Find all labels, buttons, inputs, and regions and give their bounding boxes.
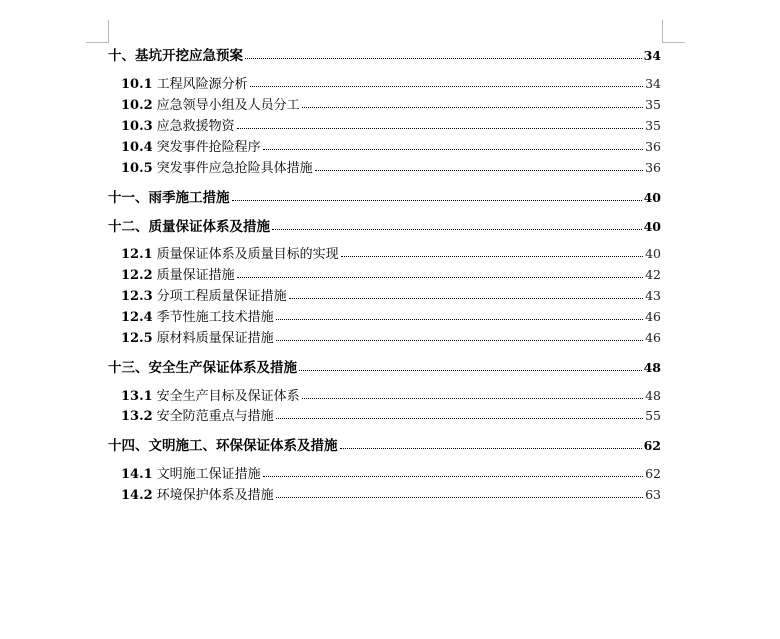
toc-leader-dots [276, 319, 643, 320]
toc-entry-title: 突发事件抢险程序 [156, 140, 261, 155]
toc-entry-page: 62 [643, 438, 661, 453]
toc-entry-page: 40 [643, 190, 661, 205]
toc-entry-title: 十四、文明施工、环保保证体系及措施 [108, 438, 338, 454]
toc-entry-number: 13.1 [121, 389, 153, 404]
toc-entry-page: 36 [645, 160, 661, 175]
toc-entry-title: 十一、雨季施工措施 [108, 190, 230, 206]
toc-entry-number: 10.2 [121, 98, 153, 113]
toc-entry-number: 12.2 [121, 268, 153, 283]
toc-entry-number: 12.1 [121, 247, 153, 262]
toc-entry-page: 48 [643, 360, 661, 375]
toc-entry-page: 40 [645, 246, 661, 261]
toc-entry-chapter-10[interactable] [108, 44, 661, 64]
margin-corner-mark-top-left [86, 20, 109, 43]
toc-entry-chapter-13[interactable] [108, 356, 661, 376]
toc-entry-number: 10.1 [121, 77, 153, 92]
toc-leader-dots [263, 149, 643, 150]
toc-leader-dots [276, 418, 643, 419]
toc-entry-12-2[interactable] [121, 264, 661, 283]
toc-entry-title: 十、基坑开挖应急预案 [108, 48, 243, 64]
toc-entry-number: 10.4 [121, 140, 153, 155]
toc-entry-title: 工程风险源分析 [156, 77, 248, 92]
toc-entry-10-1[interactable] [121, 73, 661, 92]
toc-leader-dots [250, 86, 643, 87]
toc-leader-dots [302, 107, 643, 108]
toc-entry-title: 季节性施工技术措施 [156, 310, 274, 325]
toc-entry-page: 40 [643, 219, 661, 234]
toc-entry-chapter-11[interactable] [108, 186, 661, 206]
toc-leader-dots [302, 398, 643, 399]
toc-entry-10-3[interactable] [121, 115, 661, 134]
toc-entry-10-5[interactable] [121, 157, 661, 176]
toc-entry-title: 十三、安全生产保证体系及措施 [108, 360, 297, 376]
toc-entry-12-1[interactable] [121, 243, 661, 262]
toc-entry-page: 46 [645, 309, 661, 324]
toc-leader-dots [237, 128, 643, 129]
toc-entry-12-5[interactable] [121, 327, 661, 346]
toc-entry-title: 安全生产目标及保证体系 [156, 389, 300, 404]
toc-leader-dots [315, 170, 643, 171]
toc-entry-12-3[interactable] [121, 285, 661, 304]
toc-entry-title: 应急救援物资 [156, 119, 235, 134]
toc-leader-dots [263, 476, 643, 477]
toc-entry-14-1[interactable] [121, 463, 661, 482]
toc-entry-number: 13.2 [121, 409, 153, 424]
toc-leader-dots [341, 256, 643, 257]
toc-leader-dots [289, 298, 643, 299]
toc-entry-10-2[interactable] [121, 94, 661, 113]
toc-entry-number: 12.3 [121, 289, 153, 304]
toc-entry-page: 63 [645, 487, 661, 502]
toc-entry-title: 质量保证体系及质量目标的实现 [156, 247, 339, 262]
margin-corner-mark-top-right [662, 20, 685, 43]
toc-entry-page: 48 [645, 388, 661, 403]
toc-entry-page: 42 [645, 267, 661, 282]
toc-entry-chapter-14[interactable] [108, 434, 661, 454]
toc-entry-title: 原材料质量保证措施 [156, 331, 274, 346]
toc-entry-page: 34 [643, 48, 661, 63]
toc-entry-page: 55 [645, 408, 661, 423]
toc-entry-14-2[interactable] [121, 484, 661, 503]
toc-entry-title: 环境保护体系及措施 [156, 488, 274, 503]
toc-entry-page: 43 [645, 288, 661, 303]
toc-entry-13-2[interactable] [121, 405, 661, 424]
toc-entry-page: 35 [645, 118, 661, 133]
toc-entry-chapter-12[interactable] [108, 215, 661, 235]
toc-entry-title: 质量保证措施 [156, 268, 235, 283]
toc-leader-dots [276, 340, 643, 341]
toc-entry-title: 应急领导小组及人员分工 [156, 98, 300, 113]
toc-leader-dots [272, 229, 642, 230]
toc-leader-dots [245, 58, 642, 59]
toc-leader-dots [299, 370, 642, 371]
toc-leader-dots [340, 448, 642, 449]
toc-entry-page: 46 [645, 330, 661, 345]
toc-entry-page: 35 [645, 97, 661, 112]
toc-entry-number: 10.3 [121, 119, 153, 134]
toc-entry-13-1[interactable] [121, 385, 661, 404]
toc-entry-title: 安全防范重点与措施 [156, 409, 274, 424]
toc-leader-dots [237, 277, 643, 278]
toc-entry-title: 文明施工保证措施 [156, 467, 261, 482]
toc-entry-page: 36 [645, 139, 661, 154]
toc-entry-number: 14.2 [121, 488, 153, 503]
toc-entry-number: 12.5 [121, 331, 153, 346]
toc-entry-number: 14.1 [121, 467, 153, 482]
toc-entry-number: 10.5 [121, 161, 153, 176]
toc-entry-number: 12.4 [121, 310, 153, 325]
toc-leader-dots [276, 497, 643, 498]
toc-leader-dots [232, 200, 642, 201]
toc-entry-title: 十二、质量保证体系及措施 [108, 219, 270, 235]
toc-entry-title: 分项工程质量保证措施 [156, 289, 287, 304]
toc-entry-12-4[interactable] [121, 306, 661, 325]
toc-entry-title: 突发事件应急抢险具体措施 [156, 161, 313, 176]
toc-entry-page: 62 [645, 466, 661, 481]
toc-entry-page: 34 [645, 76, 661, 91]
toc-entry-10-4[interactable] [121, 136, 661, 155]
